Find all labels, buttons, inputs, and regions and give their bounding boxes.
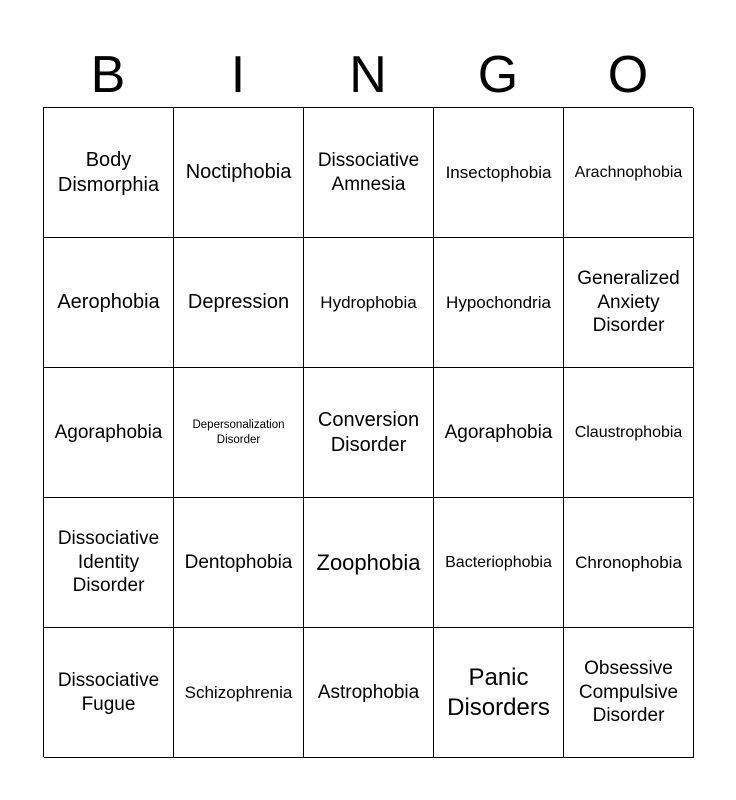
- cell-label: Conversion Disorder: [317, 408, 420, 456]
- cell-label: Aerophobia: [57, 291, 160, 313]
- cell-label: Obsessive Compulsive Disorder: [578, 657, 679, 727]
- cell-label: Arachnophobia: [574, 163, 683, 181]
- cell-label: Generalized Anxiety Disorder: [577, 267, 680, 337]
- bingo-cell-r5-c5[interactable]: [564, 628, 694, 758]
- bingo-cell-r3-c2[interactable]: [174, 368, 304, 498]
- cell-label: Insectophobia: [445, 162, 552, 182]
- bingo-cell-r4-c4[interactable]: [434, 498, 564, 628]
- bingo-cell-r4-c5[interactable]: [564, 498, 694, 628]
- bingo-cell-r2-c2[interactable]: [174, 238, 304, 368]
- cell-label: Hydrophobia: [320, 292, 417, 312]
- cell-label: Depression: [187, 291, 290, 313]
- bingo-cell-r1-c5[interactable]: [564, 108, 694, 238]
- cell-label: Dissociative Fugue: [57, 669, 160, 715]
- cell-label: Zoophobia: [316, 549, 421, 575]
- cell-label: Schizophrenia: [184, 682, 293, 702]
- bingo-cell-r3-c5[interactable]: [564, 368, 694, 498]
- bingo-cell-r1-c1[interactable]: [44, 108, 174, 238]
- cell-label: Dentophobia: [184, 551, 293, 573]
- bingo-header: [43, 44, 693, 106]
- bingo-cell-r2-c3[interactable]: [304, 238, 434, 368]
- bingo-cell-r1-c4[interactable]: [434, 108, 564, 238]
- header-letter-n: N: [349, 46, 387, 104]
- header-letter-i: I: [230, 46, 246, 104]
- cell-label: Bacteriophobia: [445, 553, 552, 571]
- cell-label: Noctiphobia: [185, 161, 292, 183]
- bingo-cell-r5-c1[interactable]: [44, 628, 174, 758]
- bingo-cell-r5-c4[interactable]: [434, 628, 564, 758]
- bingo-cell-r2-c4[interactable]: [434, 238, 564, 368]
- bingo-cell-r1-c2[interactable]: [174, 108, 304, 238]
- bingo-cell-r3-c3[interactable]: [304, 368, 434, 498]
- bingo-cell-r1-c3[interactable]: [304, 108, 434, 238]
- bingo-cell-r4-c2[interactable]: [174, 498, 304, 628]
- cell-label: Dissociative Amnesia: [317, 149, 420, 195]
- bingo-cell-r5-c2[interactable]: [174, 628, 304, 758]
- cell-label: Claustrophobia: [574, 423, 683, 441]
- cell-label: Hypochondria: [446, 292, 551, 312]
- header-letter-o: O: [607, 46, 649, 104]
- bingo-cell-r3-c4[interactable]: [434, 368, 564, 498]
- bingo-cell-r4-c3[interactable]: [304, 498, 434, 628]
- bingo-cell-r2-c5[interactable]: [564, 238, 694, 368]
- cell-label: Depersonalization Disorder: [192, 419, 285, 446]
- cell-label: Panic Disorders: [447, 663, 550, 721]
- header-letter-g: G: [477, 46, 519, 104]
- bingo-cell-r4-c1[interactable]: [44, 498, 174, 628]
- cell-label: Agoraphobia: [54, 421, 163, 443]
- header-letter-b: B: [90, 46, 126, 104]
- cell-label: Agoraphobia: [444, 421, 553, 443]
- bingo-cell-r5-c3[interactable]: [304, 628, 434, 758]
- bingo-cell-r2-c1[interactable]: [44, 238, 174, 368]
- cell-label: Dissociative Identity Disorder: [57, 527, 160, 597]
- bingo-grid: [43, 107, 693, 757]
- cell-label: Chronophobia: [575, 552, 682, 572]
- bingo-cell-r3-c1[interactable]: [44, 368, 174, 498]
- cell-label: Astrophobia: [317, 681, 420, 703]
- cell-label: Body Dismorphia: [57, 148, 160, 196]
